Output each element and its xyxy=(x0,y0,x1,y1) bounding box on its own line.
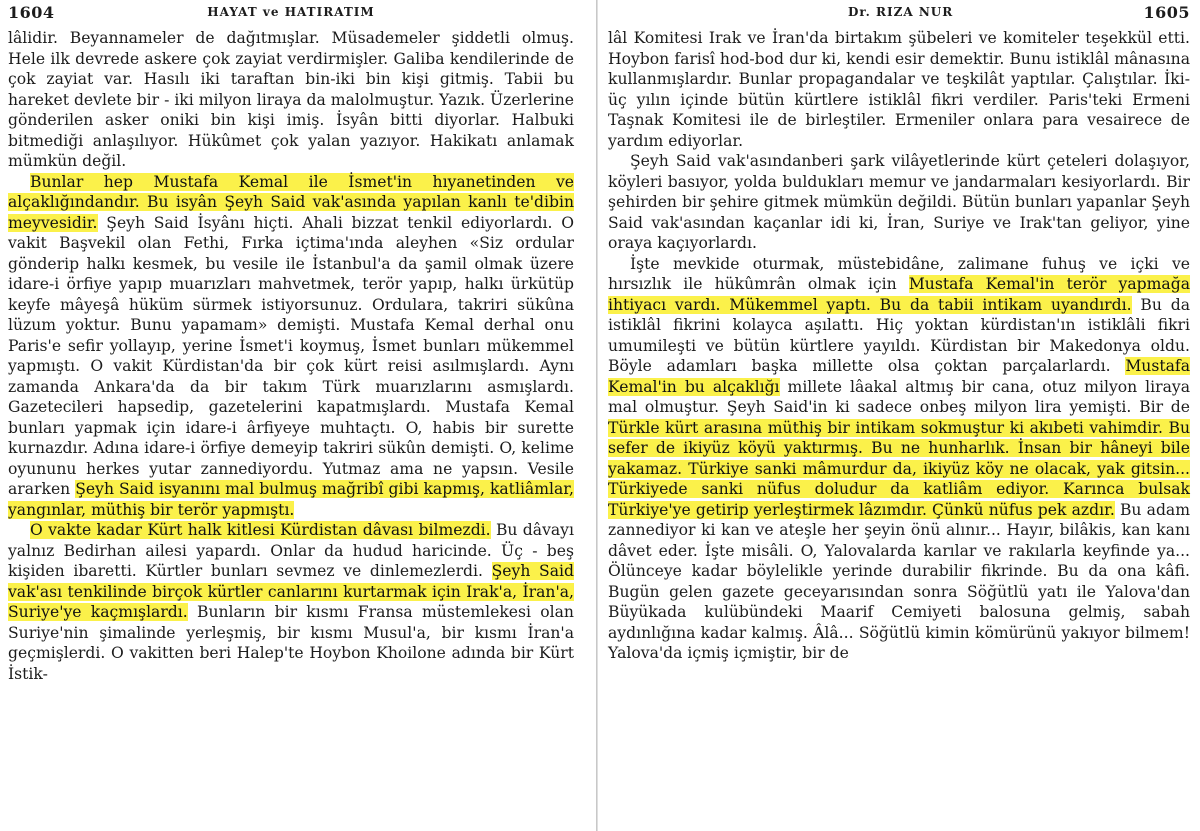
left-running-title: HAYAT ve HATIRATIM xyxy=(207,5,375,19)
text-segment: Bunların bir kısmı Fransa müstemlekesi olan Suriye'nin şimalinde yerleşmiş, bir kısmı Musul'a, bir kısmı İran'a geçmişlerdi. O vakitten beri Halep'te Hoybon Khoilone adında bir Kürt İstik- xyxy=(8,603,574,683)
left-page-header xyxy=(8,0,574,28)
text-segment: millete lâakal altmış bir cana, otuz milyon liraya mal olmuştur. Şeyh Said'in ki sadece onbeş milyon lira yemişti. Bir de xyxy=(608,377,1190,416)
right-running-title: Dr. RIZA NUR xyxy=(848,5,954,19)
paragraph xyxy=(608,28,1190,151)
paragraph xyxy=(608,151,1190,254)
left-page xyxy=(0,0,596,831)
highlighted-text: Bunlar hep Mustafa Kemal ile İsmet'in hıyanetinden ve alçaklığındandır. Bu isyân Şeyh Said vak'asında yapılan kanlı te'dibin meyvesidir. xyxy=(8,172,574,232)
text-segment: Bu dâvayı yalnız Bedirhan ailesi yapardı. Onlar da hudud haricinde. Üç - beş kişiden ibaretti. Kürtler bunları sevmez ve dinlemezlerdi. xyxy=(8,521,574,580)
paragraph xyxy=(8,520,574,684)
paragraph xyxy=(8,172,574,521)
paragraph xyxy=(8,28,574,172)
text-segment: Bu da istiklâl fikrini kolayca aşılattı. Hiç yoktan kürdistan'ın istiklâli fikri umumileşti ve bütün kürtlere yayıldı. Kürdistan bir Makedonya oldu. Böyle adamları başka millette olsa çoktan parçalarlardı. xyxy=(608,295,1190,375)
text-segment: Şeyh Said İsyânı hiçti. Ahali bizzat tenkil ediyorlardı. O vakit Başvekil olan Fethi, Fırka içtima'ında aleyhen «Siz ordular gönderip halkı kesmek, bu vesile ile İstanbul'a da şamil olmak üzere idare-i örfiye yapıp muarızları mahvetmek, terör yapıp, halkı ürkütüp keyfe mâyeşâ hüküm sürmek istiyorsunuz. Ordulara, takriri sükûna lüzum yoktur. Bunu yapamam» demişti. Mustafa Kemal derhal onu Paris'e sefir yollayıp, yerine İsmet'i koymuş, İsmet bunları mükemmel yapmıştı. O vakit Kürdistan'da bir çok kürt reisi asılmışlardı. Aynı zamanda Ankara'da da bir takım Türk muarızlarını asmışlardı. Gazetecileri hapsedip, gazetelerini kapatmışlardı. Mustafa Kemal bunları yapmak için idare-i ârfiyeye muhtaçtı. O, habis bir surette kurnazdır. Adına idare-i örfiye demeyip takriri sükûn demişti. O, kelime oyununu herkes yutar zannediyordu. Yutmaz ama ne yapsın. Vesile ararken xyxy=(8,213,574,498)
text-segment: lâl Komitesi Irak ve İran'da birtakım şübeleri ve komiteler teşekkül etti. Hoybon farisî hod-bod dur ki, kendi esir demektir. Bunu istiklâl mânasına kullanmışlardır. Bunlar propagandalar ve teşkilât yaptılar. Çalıştılar. İki-üç yılın içinde bütün kürtlere istiklâl fikri verdiler. Paris'teki Ermeni Taşnak Komitesi ile de birleştiler. Ermeniler onlara para vesairece de yardım ediyorlar. xyxy=(608,29,1190,150)
right-page-text xyxy=(608,28,1190,664)
text-segment: İşte mevkide oturmak, müstebidâne, zalimane fuhuş ve içki ve hırsızlık ile hükûmrân olmak için xyxy=(608,254,1190,293)
highlighted-text: Şeyh Said vak'ası tenkilinde birçok kürtler canlarını kurtarmak için Irak'a, İran'a, Suriye'ye kaçmışlardı. xyxy=(8,562,574,621)
right-page-header xyxy=(608,0,1190,28)
text-segment: lâlidir. Beyannameler de dağıtmışlar. Müsademeler şiddetli olmuş. Hele ilk devrede askere çok zayiat verdirmişler. Galiba kendilerinde de çok zayiat var. Hasılı iki taraftan bin-iki bin kişi gitmiş. Tabii bu hareket devlete bir - iki milyon liraya da malolmuştur. Yazık. Üzerlerine gönderilen asker oniki bin kişi imiş. İsyân bitti diyorlar. Halbuki bitmediği anlaşılıyor. Hükûmet çok yalan yazıyor. Hakikatı anlamak mümkün değil. xyxy=(8,29,574,170)
highlighted-text: Mustafa Kemal'in terör yapmağa ihtiyacı vardı. Mükemmel yaptı. Bu da tabii intikam uyandırdı. xyxy=(608,275,1190,314)
highlighted-text: Şeyh Said isyanını mal bulmuş mağribî gibi kapmış, katliâmlar, yangınlar, müthiş bir terör yapmıştı. xyxy=(8,480,574,519)
left-page-number: 1604 xyxy=(8,3,55,22)
text-segment: Bu adam zannediyor ki kan ve ateşle her şeyin önü alınır... Hayır, bilâkis, kan kanı dâvet eder. İşte misâli. O, Yalovalarda karılar ve rakılarla keyfinde ya... Ölünceye kadar böylelikle yerinde durabilir fikrinde. Bu da ona kâfi. Bugün gelen gazete geceyarısından sonra Söğütlü yatı ile Yalova'dan Büyükada kulübündeki Maarif Cemiyeti balosuna gelmiş, sabah aydınlığına kadar kalmış. Âlâ... Söğütlü kimin kömürünü yakıyor bilmem! Yalova'da içmiş içmiştir, bir de xyxy=(608,500,1191,662)
highlighted-text: Türkle kürt arasına müthiş bir intikam sokmuştur ki akıbeti vahimdir. Bu sefer de ikiyüz köyü yaktırmış. Bu ne hunharlık. İnsan bir hâneyi bile yakamaz. Türkiye sanki mâmurdur da, ikiyüz köy ne olacak, yak gitsin... Türkiyede sanki nüfus doludur da katliâm ediyor. Karınca bulsak Türkiye'ye getirip yerleştirmek lâzımdır. Çünkü nüfus pek azdır. xyxy=(608,418,1190,519)
left-page-text xyxy=(8,28,574,684)
right-page xyxy=(596,0,1200,831)
paragraph xyxy=(608,254,1190,664)
highlighted-text: Mustafa Kemal'in bu alçaklığı xyxy=(608,357,1190,396)
right-page-number: 1605 xyxy=(1143,3,1190,22)
text-segment: Şeyh Said vak'asındanberi şark vilâyetlerinde kürt çeteleri dolaşıyor, köyleri basıyor, yolda buldukları memur ve jandarmaları kesiyorlardı. Bir şehirden bir şehire gitmek mümkün değildi. Bütün bunları yapanlar Şeyh Said vak'asından kaçanlar idi ki, İran, Suriye ve Irak'tan geliyor, yine oraya kaçıyorlardı. xyxy=(608,152,1190,252)
highlighted-text: O vakte kadar Kürt halk kitlesi Kürdistan dâvası bilmezdi. xyxy=(30,521,491,539)
